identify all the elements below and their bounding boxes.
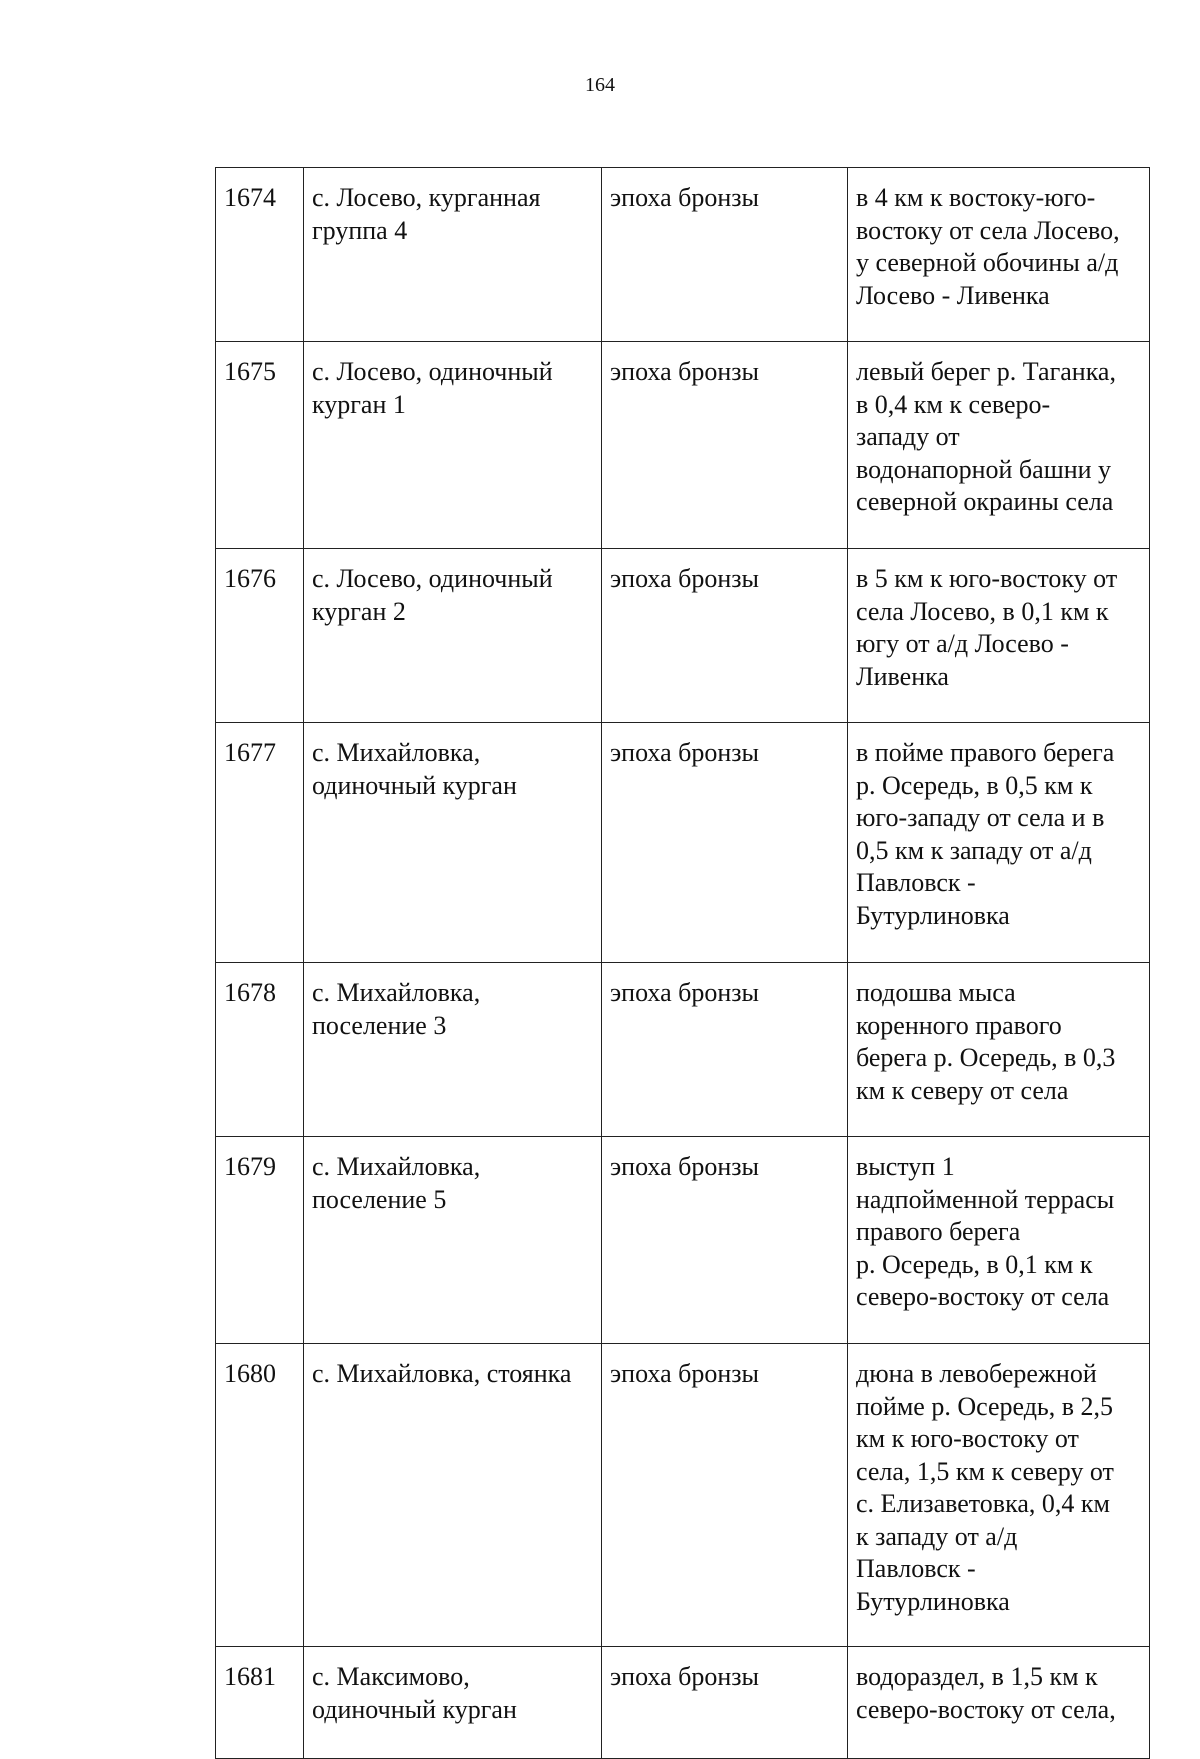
table-row	[216, 723, 1150, 963]
site-name: с. Лосево, одиночный курган 1	[304, 342, 602, 549]
row-number: 1676	[216, 549, 304, 723]
heritage-registry-table	[215, 167, 1150, 1759]
row-number: 1675	[216, 342, 304, 549]
site-name: с. Максимово, одиночный курган	[304, 1647, 602, 1759]
table-row	[216, 1647, 1150, 1759]
row-number: 1677	[216, 723, 304, 963]
table-row	[216, 549, 1150, 723]
site-epoch: эпоха бронзы	[602, 168, 848, 342]
site-name: с. Лосево, курганная группа 4	[304, 168, 602, 342]
site-epoch: эпоха бронзы	[602, 723, 848, 963]
site-name: с. Михайловка, одиночный курган	[304, 723, 602, 963]
table-row	[216, 963, 1150, 1137]
site-location: левый берег р. Таганка, в 0,4 км к северо- западу от водонапорной башни у северной окраины села	[848, 342, 1150, 549]
row-number: 1678	[216, 963, 304, 1137]
site-location: водораздел, в 1,5 км к северо-востоку от села,	[848, 1647, 1150, 1759]
site-epoch: эпоха бронзы	[602, 963, 848, 1137]
site-location: подошва мыса коренного правого берега р. Осередь, в 0,3 км к северу от села	[848, 963, 1150, 1137]
page-number: 164	[585, 74, 615, 96]
row-number: 1674	[216, 168, 304, 342]
site-location: выступ 1 надпойменной террасы правого берега р. Осередь, в 0,1 км к северо-востоку от села	[848, 1137, 1150, 1344]
site-epoch: эпоха бронзы	[602, 1647, 848, 1759]
site-name: с. Михайловка, поселение 5	[304, 1137, 602, 1344]
site-location: в пойме правого берега р. Осередь, в 0,5 км к юго-западу от села и в 0,5 км к западу от а/д Павловск - Бутурлиновка	[848, 723, 1150, 963]
site-epoch: эпоха бронзы	[602, 1344, 848, 1647]
table-row	[216, 1344, 1150, 1647]
site-epoch: эпоха бронзы	[602, 549, 848, 723]
row-number: 1680	[216, 1344, 304, 1647]
site-location: дюна в левобережной пойме р. Осередь, в 2,5 км к юго-востоку от села, 1,5 км к северу от с. Елизаветовка, 0,4 км к западу от а/д Павловск - Бутурлиновка	[848, 1344, 1150, 1647]
row-number: 1679	[216, 1137, 304, 1344]
table-row	[216, 342, 1150, 549]
site-name: с. Михайловка, стоянка	[304, 1344, 602, 1647]
table-row	[216, 168, 1150, 342]
site-location: в 5 км к юго-востоку от села Лосево, в 0,1 км к югу от а/д Лосево - Ливенка	[848, 549, 1150, 723]
site-epoch: эпоха бронзы	[602, 342, 848, 549]
site-location: в 4 км к востоку-юго- востоку от села Лосево, у северной обочины а/д Лосево - Ливенка	[848, 168, 1150, 342]
table-row	[216, 1137, 1150, 1344]
site-epoch: эпоха бронзы	[602, 1137, 848, 1344]
site-name: с. Лосево, одиночный курган 2	[304, 549, 602, 723]
site-name: с. Михайловка, поселение 3	[304, 963, 602, 1137]
row-number: 1681	[216, 1647, 304, 1759]
